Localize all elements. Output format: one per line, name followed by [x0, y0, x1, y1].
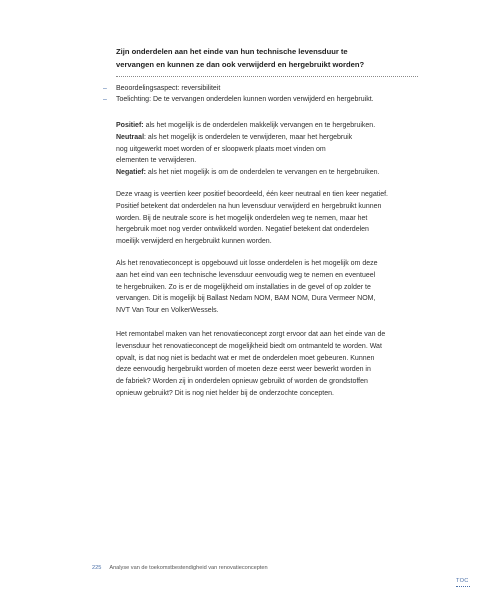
text-line: vervangen. Dit is mogelijk bij Ballast Nedam NOM, BAM NOM, Dura Vermeer NOM,	[116, 295, 376, 303]
page-footer	[92, 565, 268, 571]
dotted-divider	[116, 76, 418, 77]
question-heading	[116, 46, 416, 71]
bullet-list	[103, 84, 423, 105]
text-negative: als het niet mogelijk is om de onderdelen te vervangen en te hergebruiken.	[145, 169, 380, 177]
text-line: Het remontabel maken van het renovatieconcept zorgt ervoor dat aan het einde van de	[116, 331, 386, 338]
list-item	[103, 95, 423, 106]
text-line: levensduur het renovatieconcept de mogelijkheid biedt om ontmanteld te worden. Wat	[116, 342, 382, 350]
criterion-neutral	[116, 132, 422, 144]
list-item	[103, 84, 423, 95]
label-negative: Negatief:	[116, 169, 146, 177]
text-line: aan het eind van een technische levensduur eenvoudig weg te nemen en eventueel	[116, 271, 376, 279]
paragraph-remontabel	[116, 329, 422, 400]
question-line: Zijn onderdelen aan het einde van hun technische levensduur te	[116, 47, 348, 56]
text-line: Positief betekent dat onderdelen na hun levensduur verwijderd en hergebruikt kunnen	[116, 202, 382, 210]
text-line: elementen te verwijderen.	[116, 157, 197, 165]
dash-icon: –	[103, 85, 107, 92]
criteria-block	[116, 120, 422, 179]
text-line: NVT Van Tour en VolkerWessels.	[116, 307, 219, 315]
paragraph-scores	[116, 189, 422, 248]
text-neutral: : als het mogelijk is onderdelen te verwijderen, maar het hergebruik	[144, 133, 353, 141]
text-positive: als het mogelijk is de onderdelen makkelijk vervangen en te hergebruiken.	[143, 122, 376, 129]
text-line: opvalt, is dat nog niet is bedacht wat er met de onderdelen moet gebeuren. Kunnen	[116, 354, 375, 362]
toc-underline	[456, 586, 470, 587]
page-number: 225	[92, 565, 102, 571]
text-line: te hergebruiken. Zo is er de mogelijkheid om installaties in de gevel of op zolder te	[116, 283, 371, 291]
text-line: Als het renovatieconcept is opgebouwd uit losse onderdelen is het mogelijk om deze	[116, 260, 378, 267]
criterion-negative	[116, 167, 422, 179]
text-line: hergebruik moet nog verder ontwikkeld worden. Negatief betekent dat onderdelen	[116, 226, 369, 234]
text-line: opnieuw gebruikt? Dit is nog niet helder bij de onderzochte concepten.	[116, 389, 334, 397]
toc-link[interactable]: TOC	[456, 578, 469, 584]
text-line: nog uitgewerkt moet worden of er sloopwerk plaats moet vinden om	[116, 145, 326, 153]
text-line: worden. Bij de neutrale score is het mogelijk onderdelen weg te nemen, maar het	[116, 214, 368, 222]
label-positive: Positief:	[116, 122, 144, 129]
paragraph-concept	[116, 258, 422, 317]
text-line: deze eenvoudig hergebruikt worden of moeten deze eerst weer bewerkt worden in	[116, 366, 371, 374]
label-neutral: Neutraal	[116, 133, 145, 141]
bullet-text: Beoordelingsaspect: reversibiliteit	[116, 85, 221, 92]
text-line: Deze vraag is veertien keer positief beoordeeld, één keer neutraal en tien keer negatief.	[116, 191, 389, 198]
bullet-text: Toelichting: De te vervangen onderdelen kunnen worden verwijderd en hergebruikt.	[116, 95, 374, 103]
dash-icon: –	[103, 95, 107, 103]
text-line: moeilijk verwijderd en hergebruikt kunnen worden.	[116, 238, 272, 246]
criterion-positive	[116, 120, 422, 132]
footer-title: Analyse van de toekomstbestendigheid van renovatieconcepten	[109, 565, 268, 571]
text-line: de fabriek? Worden zij in onderdelen opnieuw gebruikt of worden de grondstoffen	[116, 378, 368, 386]
question-line: vervangen en kunnen ze dan ook verwijderd en hergebruikt worden?	[116, 59, 365, 69]
